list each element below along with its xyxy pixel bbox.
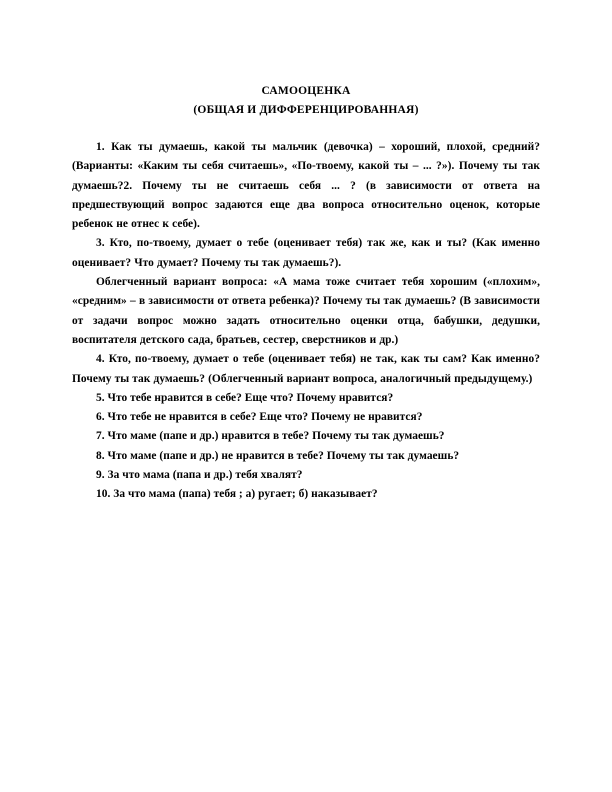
paragraph-item-4: 4. Кто, по-твоему, думает о тебе (оценивает тебя) не так, как ты сам? Как именно? Почему ты так думаешь? (Облегченный вариант вопроса, аналогичный предыдущему.) — [72, 353, 540, 385]
document-content — [72, 82, 540, 505]
paragraph-item-5: 5. Что тебе нравится в себе? Еще что? Почему нравится? — [96, 391, 394, 404]
paragraph-item-6: 6. Что тебе не нравится в себе? Еще что? Почему не нравится? — [96, 411, 423, 424]
page-subtitle: (ОБЩАЯ И ДИФФЕРЕНЦИРОВАННАЯ) — [193, 104, 419, 116]
paragraph-item-7: 7. Что маме (папе и др.) нравится в тебе? Почему ты так думаешь? — [96, 430, 445, 443]
paragraph-item-10: 10. За что мама (папа) тебя ; а) ругает; б) наказывает? — [96, 488, 378, 501]
paragraph-item-3: 3. Кто, по-твоему, думает о тебе (оценивает тебя) так же, как и ты? (Как именно оценивает? Что думает? Почему ты так думаешь?). — [72, 237, 540, 269]
questionnaire-body — [72, 138, 540, 505]
paragraph-easy-variant-note: Облегченный вариант вопроса: «А мама тоже считает тебя хорошим («плохим», «средним» – в зависимости от ответа ребенка)? Почему ты так думаешь? (В зависимости от задачи вопрос можно задать относительно оценки отца, бабушки, дедушки, воспитателя детского сада, братьев, сестер, сверстников и др.) — [72, 276, 540, 346]
page-title: САМООЦЕНКА — [261, 85, 351, 97]
paragraph-item-8: 8. Что маме (папе и др.) не нравится в тебе? Почему ты так думаешь? — [96, 449, 460, 462]
paragraph-item-1: 1. Как ты думаешь, какой ты мальчик (девочка) – хороший, плохой, средний? (Варианты: «Каким ты себя считаешь», «По-твоему, какой ты – ... ?»). Почему ты так думаешь?2. Почему ты не считаешь себя ... ? (в зависимости от ответа на предшествующий вопрос задаются еще два вопроса относительно оценок, которые ребенок не отнес к себе). — [72, 141, 540, 231]
paragraph-item-9: 9. За что мама (папа и др.) тебя хвалят? — [96, 469, 303, 482]
